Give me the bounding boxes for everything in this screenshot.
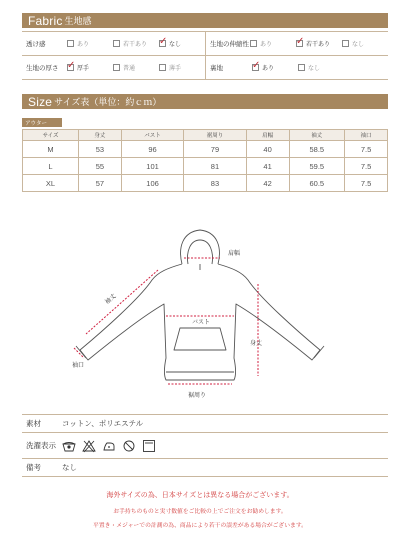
size-cell: 53: [79, 141, 122, 158]
checkbox-icon: [67, 40, 74, 47]
remarks-row: [22, 459, 388, 477]
checkbox-icon: [342, 40, 349, 47]
hoodie-illustration: [60, 218, 340, 408]
fabric-option-label: 若干あり: [123, 41, 148, 48]
fabric-attribute-left: [22, 56, 205, 79]
header-cell: 身丈: [79, 130, 122, 141]
material-row: [22, 415, 388, 433]
fabric-option: [113, 63, 159, 72]
fabric-attribute-label: 生地の厚さ: [26, 63, 59, 72]
fabric-row: [22, 32, 388, 56]
body-length-label: 身丈: [250, 340, 263, 347]
size-cell: 42: [246, 175, 289, 192]
iron-icon: [102, 439, 116, 453]
size-cell: 58.5: [289, 141, 345, 158]
fabric-option-label: あり: [262, 65, 275, 72]
outer-tag: アウター: [22, 118, 62, 127]
size-cell: 79: [184, 141, 246, 158]
header-cell: バスト: [121, 130, 183, 141]
fabric-option: [296, 36, 342, 48]
size-title-jp: サイズ表（単位：約ｃｍ）: [54, 98, 162, 108]
fabric-option: [159, 36, 205, 48]
hem-label: 裾周り: [188, 392, 207, 399]
fabric-option: [113, 39, 159, 48]
fabric-option: [67, 60, 113, 72]
hoodie-diagram: [60, 218, 340, 408]
header-cell: 袖丈: [289, 130, 345, 141]
fabric-option: [159, 63, 205, 72]
checkbox-icon: [113, 40, 120, 47]
fabric-option-label: あり: [260, 41, 273, 48]
info-table: [22, 414, 388, 477]
bust-label: バスト: [192, 319, 211, 326]
size-cell: 57: [79, 175, 122, 192]
fabric-option: [342, 39, 388, 48]
fabric-table: [22, 31, 388, 80]
checked-checkbox-icon: ✓: [67, 60, 76, 71]
fabric-option-label: なし: [352, 41, 365, 48]
fabric-option-label: あり: [77, 41, 90, 48]
size-title-en: Size: [28, 94, 53, 109]
shoulder-label: 肩幅: [228, 250, 241, 257]
fabric-title-jp: 生地感: [64, 17, 92, 27]
care-icons: [62, 439, 156, 453]
fabric-option-label: なし: [169, 41, 182, 48]
size-cell: 59.5: [289, 158, 345, 175]
checkbox-icon: [250, 40, 257, 47]
header-cell: 袖口: [345, 130, 388, 141]
table-row: [23, 141, 388, 158]
size-table: [22, 129, 388, 192]
wash-row: [22, 433, 388, 459]
note-line-1: 海外サイズの為、日本サイズとは異なる場合がございます。: [106, 491, 294, 499]
fabric-attribute-left: [22, 32, 205, 55]
size-cell: 41: [246, 158, 289, 175]
note-line-2: お手持ちのものと実寸数値をご比較の上でご注文をお勧めします。: [113, 509, 287, 515]
fabric-title-en: Fabric: [28, 13, 63, 28]
fabric-option-label: 若干あり: [306, 41, 331, 48]
size-cell: 55: [79, 158, 122, 175]
size-cell: 81: [184, 158, 246, 175]
size-cell: 40: [246, 141, 289, 158]
checkbox-icon: [113, 64, 120, 71]
wash-label: 洗濯表示: [26, 441, 56, 450]
table-row: [23, 175, 388, 192]
fabric-attribute-label: 裏地: [210, 63, 223, 72]
checkbox-icon: [159, 64, 166, 71]
cuff-label: 袖口: [72, 362, 85, 369]
remarks-label: 備考: [26, 463, 41, 472]
header-cell: 裾周り: [184, 130, 246, 141]
size-cell: 83: [184, 175, 246, 192]
checkbox-icon: [298, 64, 305, 71]
fabric-attribute-right: [205, 32, 388, 55]
size-cell: 101: [121, 158, 183, 175]
fabric-header: [22, 13, 388, 28]
fabric-option-label: 厚手: [77, 65, 90, 72]
fabric-row: [22, 56, 388, 80]
size-cell: 7.5: [345, 141, 388, 158]
size-cell: 96: [121, 141, 183, 158]
material-value: コットン、ポリエステル: [62, 419, 144, 428]
material-label: 素材: [26, 419, 41, 428]
fabric-option: [252, 60, 298, 72]
checked-checkbox-icon: ✓: [252, 60, 261, 71]
fabric-option: [298, 63, 344, 72]
size-table-header: [23, 130, 388, 141]
checked-checkbox-icon: ✓: [296, 36, 305, 47]
fabric-option-label: 薄手: [169, 65, 182, 72]
no-bleach-icon: [82, 439, 96, 453]
size-cell: 106: [121, 175, 183, 192]
fabric-option-label: なし: [308, 65, 321, 72]
table-row: [23, 158, 388, 175]
fabric-attribute-label: 生地の伸縮性: [210, 39, 249, 48]
size-cell: 7.5: [345, 175, 388, 192]
size-header: [22, 94, 388, 109]
sleeve-length-label: 袖丈: [103, 292, 118, 306]
note-line-3: 平置き・メジャーでの計測の為、商品により若干の誤差がある場合がございます。: [93, 523, 307, 529]
fabric-option: [67, 39, 113, 48]
hand-wash-icon: [62, 439, 76, 453]
size-cell: M: [23, 141, 79, 158]
fabric-option-label: 普通: [123, 65, 136, 72]
header-cell: 肩幅: [246, 130, 289, 141]
size-cell: XL: [23, 175, 79, 192]
remarks-value: なし: [62, 463, 77, 472]
header-cell: サイズ: [23, 130, 79, 141]
fabric-attribute-right: [205, 56, 388, 79]
size-cell: L: [23, 158, 79, 175]
size-cell: 7.5: [345, 158, 388, 175]
fabric-option: [250, 39, 296, 48]
checked-checkbox-icon: ✓: [159, 36, 168, 47]
tumble-dry-icon: [142, 439, 156, 453]
dry-clean-icon: [122, 439, 136, 453]
fabric-attribute-label: 透け感: [26, 39, 46, 48]
size-cell: 60.5: [289, 175, 345, 192]
